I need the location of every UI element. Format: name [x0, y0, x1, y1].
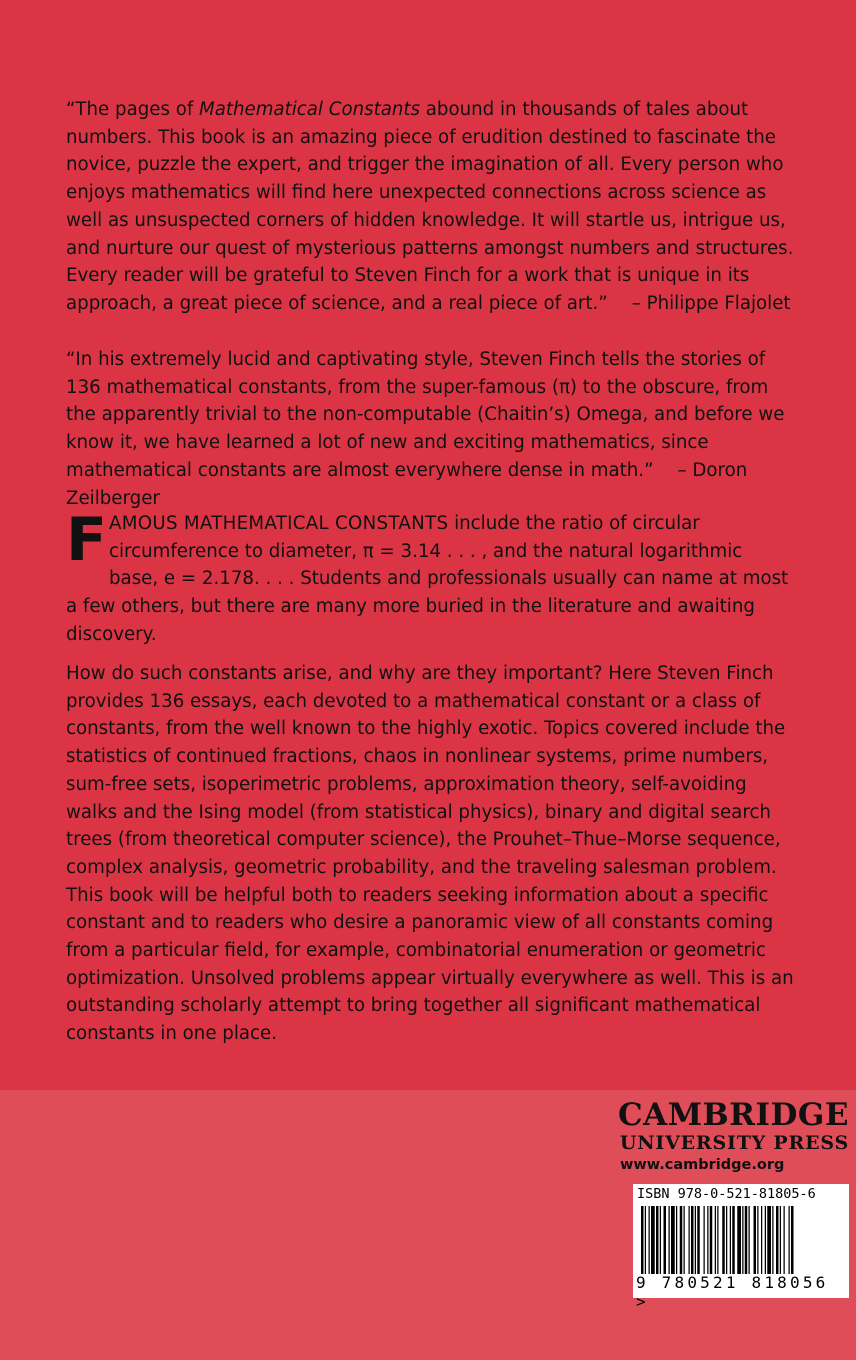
barcode-bar [784, 1206, 785, 1274]
description-paragraph-1 [66, 505, 794, 649]
barcode-bar [745, 1206, 748, 1274]
barcode-bar [791, 1206, 794, 1274]
barcode-bars [633, 1206, 849, 1278]
barcode-bar [664, 1206, 667, 1274]
publisher-name: CAMBRIDGE [618, 1097, 849, 1133]
barcode-bar [689, 1206, 690, 1274]
isbn-label: ISBN 978-0-521-81805-6 [637, 1186, 816, 1202]
barcode-bar [761, 1206, 762, 1274]
barcode-bar [730, 1206, 731, 1274]
book-title-italic: Mathematical Constants [199, 99, 420, 120]
paragraph-text: include the ratio of circular circumference to diameter, π = 3.14 . . . , and the natural logarithmic base, e = 2.178. . . . Students and professionals usually can name at most a few others, but there are many more buried in the literature and awaiting discovery. [66, 513, 789, 645]
barcode-bar [742, 1206, 743, 1274]
barcode-bar [695, 1206, 696, 1274]
barcode-bar [641, 1206, 644, 1274]
barcode-bar [669, 1206, 670, 1274]
barcode-bar [707, 1206, 708, 1274]
publisher-press: UNIVERSITY PRESS [619, 1132, 849, 1154]
barcode-bar [656, 1206, 659, 1274]
barcode-bar [722, 1206, 725, 1274]
barcode-bar [710, 1206, 713, 1274]
quote-text-rest: abound in thousands of tales about numbers. This book is an amazing piece of erudition destined to fascinate the novice, puzzle the expert, and trigger the imagination of all. Every person who enjoys mathematics will find here unexpected connections across science as well as unsuspected corners of hidden knowledge. It will startle us, intrigue us, and nurture our quest of mysterious patterns amongst numbers and structures. Every reader will be grateful to Steven Finch for a work that is unique in its approach, a great piece of science, and a real piece of art.” [66, 99, 794, 314]
barcode-bar [651, 1206, 655, 1274]
back-cover-text [66, 96, 794, 1045]
quote-attribution: – Philippe Flajolet [631, 292, 791, 314]
barcode-bar [684, 1206, 685, 1274]
barcode-bar [732, 1206, 735, 1274]
drop-cap: F [66, 505, 107, 575]
quote-text-start: “The pages of [66, 99, 200, 120]
barcode-bar [649, 1206, 650, 1274]
quote-attribution: – Doron Zeilberger [66, 459, 748, 509]
barcode-bar [671, 1206, 675, 1274]
barcode-bar [715, 1206, 716, 1274]
barcode-bar [776, 1206, 779, 1274]
lead-caps: AMOUS MATHEMATICAL CONSTANTS [109, 513, 449, 534]
publisher-logo [618, 1098, 849, 1176]
flajolet-quote [66, 96, 794, 322]
barcode-bar [660, 1206, 661, 1274]
barcode-bar [691, 1206, 694, 1274]
barcode-bar [704, 1206, 705, 1274]
barcode-bar [757, 1206, 758, 1274]
barcode-bar [754, 1206, 757, 1274]
barcode-bar [772, 1206, 773, 1274]
quote-text: “In his extremely lucid and captivating style, Steven Finch tells the stories of 136 mathematical constants, from the super-famous (π) to the obscure, from the apparently trivial to the non-computable (Chaitin’s) Omega, and before we know it, we have learned a lot of new and exciting mathematics, since mathematical constants are almost everywhere dense in math.” [66, 349, 785, 481]
barcode-bar [697, 1206, 700, 1274]
barcode-bar [680, 1206, 683, 1274]
isbn-barcode [633, 1184, 849, 1311]
barcode-digit-string: 9 780521 818056 > [636, 1273, 829, 1311]
publisher-url: www.cambridge.org [620, 1157, 785, 1173]
description-paragraph-2: How do such constants arise, and why are they important? Here Steven Finch provides 136 essays, each devoted to a mathematical constant or a class of constants, from the well known to the highly exotic. Topics covered include the statistics of continued fractions, chaos in nonlinear systems, prime numbers, sum-free sets, isoperimetric problems, approximation theory, self-avoiding walks and the Ising model (from statistical physics), binary and digital search trees (from theoretical computer science), the Prouhet–Thue–Morse sequence, complex analysis, geometric probability, and the traveling salesman problem. This book will be helpful both to readers seeking information about a specific constant and to readers who desire a panoramic view of all constants coming from a particular field, for example, combinatorial enumeration or geometric optimization. Unsolved problems appear virtually everywhere as well. This is an outstanding scholarly attempt to bring together all significant mathematical constants in one place. [66, 663, 794, 1045]
barcode-bar [780, 1206, 781, 1274]
barcode-bar [645, 1206, 646, 1274]
barcode-bar [726, 1206, 727, 1274]
barcode-bar [717, 1206, 718, 1274]
barcode-bar [737, 1206, 741, 1274]
barcode-bar [789, 1206, 790, 1274]
barcode-bar [676, 1206, 677, 1274]
barcode-bar [767, 1206, 771, 1274]
barcode-bar [749, 1206, 750, 1274]
zeilberger-quote [66, 346, 794, 512]
barcode-bar [765, 1206, 766, 1274]
